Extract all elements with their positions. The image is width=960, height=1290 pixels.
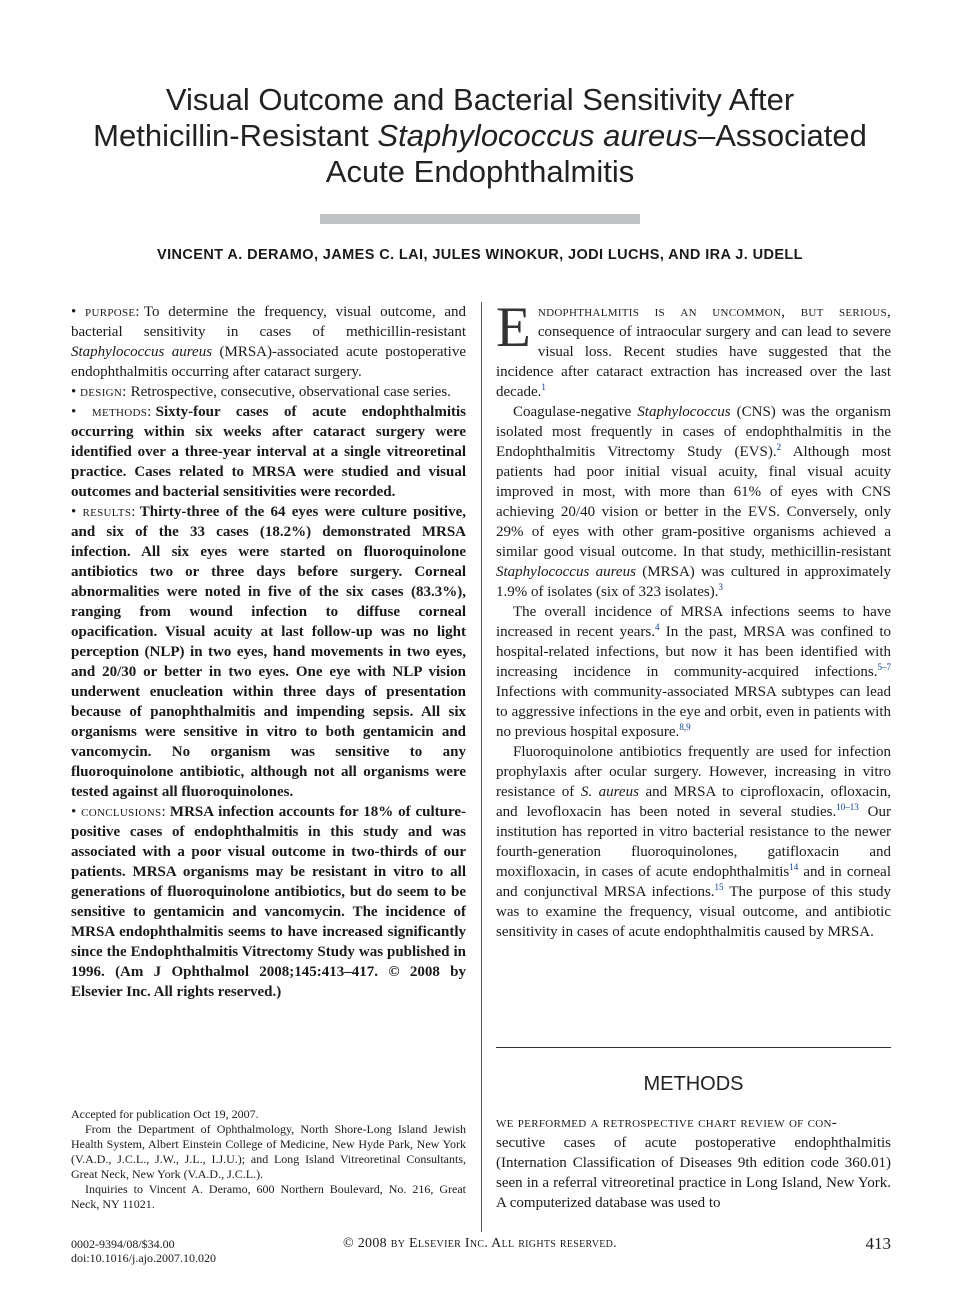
methods-text: we performed a retrospective chart review of con- secutive cases of acute postoperative endophthalmitis (Internation Classification of Diseases 9th edition code 360.01) seen in a referral vitreoretinal practice in Long Island, New York. A computerized database was used to xyxy=(496,1115,891,1211)
section-divider xyxy=(496,1047,891,1048)
ref-link[interactable]: 15 xyxy=(714,882,724,892)
abstract-conclusions: • conclusions: MRSA infection accounts for 18% of culture-positive cases of endophthalmitis in this study and was associated with a poor visual outcome in two-thirds of our patients. MRSA organisms may be resistant in vitro to all generations of fluoroquinolone antibiotics, but do seem to be sensitive to gentamicin and vancomycin. The incidence of MRSA endophthalmitis seems to have increased significantly since the Endophthalmitis Vitrectomy Study was published in 1996. (Am J Ophthalmol 2008;145:413–417. © 2008 by Elsevier Inc. All rights reserved.) xyxy=(71,804,467,1000)
authors: VINCENT A. DERAMO, JAMES C. LAI, JULES WINOKUR, JODI LUCHS, AND IRA J. UDELL xyxy=(157,247,803,263)
methods-heading: METHODS xyxy=(643,1073,744,1095)
note-affiliation: From the Department of Ophthalmology, North Shore-Long Island Jewish Health System, Albert Einstein College of Medicine, New Hyde Park, New York (V.A.D., J.C.L., J.W., J.L., I.J.U.); and Long Island Vitreoretinal Consultants, Great Neck, New York (V.A.D., J.C.L.). xyxy=(71,1122,466,1181)
ref-link[interactable]: 14 xyxy=(789,862,799,872)
page-number: 413 xyxy=(865,1234,891,1253)
ref-link[interactable]: 1 xyxy=(541,382,546,392)
paragraph-4: Fluoroquinolone antibiotics frequently are used for infection prophylaxis after ocular surgery. However, increasing in vitro resistance of S. aureus and MRSA to ciprofloxacin, ofloxacin, and levofloxacin has been noted in several studies.$^{10-13}$ Our institution has reported in vitro bacterial resistance to the newer fourth-generation fluoroquinolones, gatifloxacin and moxifloxacin, in cases of acute endophthalmitis$^{14}$ and in corneal and conjunctival MRSA infections.$^{15}$ The purpose of this study was to examine the frequency, visual outcome, and antibiotic sensitivity in cases of acute endophthalmitis caused by MRSA. xyxy=(496,744,892,940)
copyright-notice: © 2008 by Elsevier Inc. All rights reserved. xyxy=(343,1236,617,1251)
footer-identifiers xyxy=(71,1237,216,1265)
abstract-design: • design: Retrospective, consecutive, observational case series. xyxy=(71,384,451,400)
note-accepted: Accepted for publication Oct 19, 2007. xyxy=(71,1107,259,1121)
title-divider xyxy=(320,214,640,224)
paragraph-1: Endophthalmitis is an uncommon, but serious, consequence of intraocular surgery and can lead to severe visual loss. Recent studies have suggested that the incidence after cataract extraction has increased over the last decade.$^1$ xyxy=(496,296,891,400)
title-line-3: Acute Endophthalmitis xyxy=(325,154,635,189)
title-line-1: Visual Outcome and Bacterial Sensitivity After xyxy=(165,82,795,117)
paragraph-3: The overall incidence of MRSA infections seems to have increased in recent years.$^4$ In the past, MRSA was confined to hospital-related infections, but now it has been identified with increasing incidence in community-acquired infections.$^{5-7}$ Infections with community-associated MRSA subtypes can lead to aggressive infections in the eye and orbit, even in patients with no previous hospital exposure.$^{8,9}$ xyxy=(496,604,891,740)
column-divider xyxy=(481,302,482,1232)
note-inquiries: Inquiries to Vincent A. Deramo, 600 Northern Boulevard, No. 216, Great Neck, NY 11021. xyxy=(71,1182,466,1211)
title-line-2: Methicillin-Resistant Staphylococcus aureus–Associated xyxy=(93,118,867,153)
ref-link[interactable]: 8,9 xyxy=(679,722,691,732)
abstract xyxy=(71,302,466,1002)
drop-cap: E xyxy=(496,296,531,359)
ref-link[interactable]: 4 xyxy=(655,622,660,632)
doi-link[interactable]: doi:10.1016/j.ajo.2007.10.020 xyxy=(71,1251,216,1265)
abstract-results: • results: Thirty-three of the 64 eyes were culture positive, and six of the 33 cases (18.2%) demonstrated MRSA infection. All six eyes were started on fluoroquinolone antibiotics two or three days before surgery. Corneal abnormalities were noted in five of the six cases (83.3%), ranging from wound infection to diffuse corneal opacification. Visual acuity at last follow-up was no light perception (NLP) in two eyes, hand movements in two eyes, and 20/30 or better in two eyes. One eye with NLP vision underwent enucleation within three days of presentation because of panophthalmitis and impending sepsis. All six organisms were sensitive in vitro to both gentamicin and vancomycin. No organism was sensitive to any fluoroquinolone antibiotic, although not all organisms were tested against all fluoroquinolones. xyxy=(71,504,467,800)
article-title xyxy=(40,82,920,190)
abstract-purpose: • purpose: To determine the frequency, visual outcome, and bacterial sensitivity in cases of methicillin-resistant Staphylococcus aureus (MRSA)-associated acute postoperative endophthalmitis occurring after cataract surgery. xyxy=(71,304,466,380)
ref-link[interactable]: 3 xyxy=(718,582,723,592)
ref-link[interactable]: 10–13 xyxy=(836,802,859,812)
footnotes xyxy=(71,1107,466,1212)
body-text xyxy=(496,296,892,942)
paragraph-2: Coagulase-negative Staphylococcus (CNS) was the organism isolated most frequently in cases of endophthalmitis in the Endophthalmitis Vitrectomy Study (EVS).$^2$ Although most patients had poor initial visual acuity, final visual acuity improved in most, with more than 61% of eyes with CNS achieving 20/40 vision or better in the EVS. Conversely, only 29% of eyes with other gram-positive organisms achieved a similar good visual outcome. In that study, methicillin-resistant Staphylococcus aureus (MRSA) was cultured in approximately 1.9% of isolates (six of 323 isolates).$^3$ xyxy=(496,404,891,600)
abstract-methods: • methods: Sixty-four cases of acute endophthalmitis occurring within six weeks after cataract surgery were identified over a three-year interval at a single vitreoretinal practice. Cases related to MRSA were studied and visual outcomes and bacterial sensitivities were recorded. xyxy=(71,404,467,500)
issn: 0002-9394/08/$34.00 xyxy=(71,1237,175,1251)
ref-link[interactable]: 5–7 xyxy=(877,662,891,672)
ref-link[interactable]: 2 xyxy=(776,442,782,452)
journal-citation: (Am J Ophthalmol 2008;145:413–417. © 2008 by Elsevier Inc. All rights reserved.) xyxy=(71,964,467,1000)
